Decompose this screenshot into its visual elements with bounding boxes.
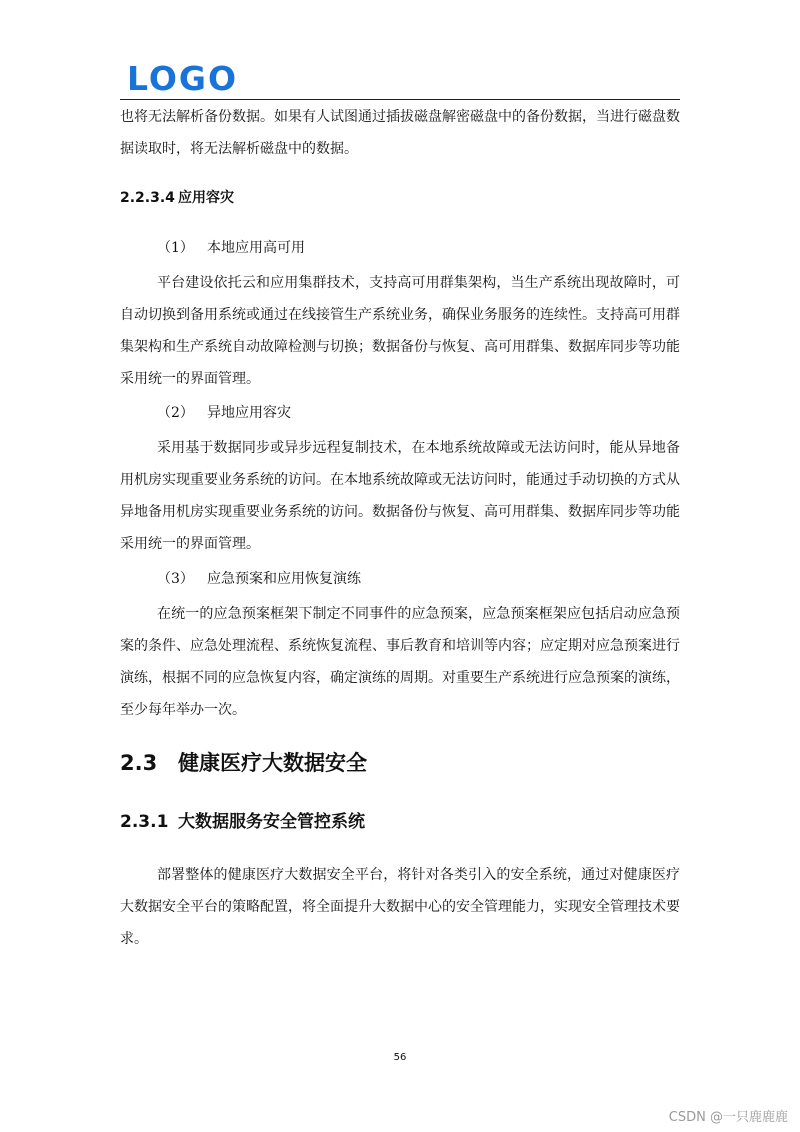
list-item-title: 应急预案和应用恢复演练: [207, 571, 361, 587]
list-item-paragraph: 在统一的应急预案框架下制定不同事件的应急预案，应急预案框架应包括启动应急预案的条件、应急处理流程、系统恢复流程、事后教育和培训等内容；应定期对应急预案进行演练，根据不同的应急恢复内容，确定演练的周期。对重要生产系统进行应急预案的演练，至少每年举办一次。: [120, 606, 680, 718]
list-item-title: 异地应用容灾: [207, 405, 291, 421]
section-title: 健康医疗大数据安全: [178, 751, 367, 775]
list-item-number: （1）: [157, 240, 194, 256]
list-item-paragraph: 平台建设依托云和应用集群技术，支持高可用群集架构，当生产系统出现故障时，可自动切换到备用系统或通过在线接管生产系统业务，确保业务服务的连续性。支持高可用群集架构和生产系统自动故障检测与切换；数据备份与恢复、高可用群集、数据库同步等功能采用统一的界面管理。: [120, 275, 680, 387]
section-heading-2-2-3-4: [120, 188, 234, 208]
list-item-paragraph: 采用基于数据同步或异步远程复制技术，在本地系统故障或无法访问时，能从异地备用机房实现重要业务系统的访问。在本地系统故障或无法访问时，能通过手动切换的方式从异地备用机房实现重要业务系统的访问。数据备份与恢复、高可用群集、数据库同步等功能采用统一的界面管理。: [120, 440, 680, 552]
section-title: 应用容灾: [178, 190, 234, 206]
list-item-number: （2）: [157, 405, 194, 421]
list-item-heading: [157, 569, 361, 589]
section-number: 2.3: [120, 751, 158, 775]
list-item-number: （3）: [157, 571, 194, 587]
watermark: CSDN @一只鹿鹿鹿: [668, 1110, 788, 1125]
section-number: 2.2.3.4: [120, 190, 175, 206]
section-number: 2.3.1: [120, 812, 169, 832]
section-heading-2-3-1: [120, 810, 365, 834]
final-paragraph: 部署整体的健康医疗大数据安全平台，将针对各类引入的安全系统，通过对健康医疗大数据安全平台的策略配置，将全面提升大数据中心的安全管理能力，实现安全管理技术要求。: [120, 867, 680, 947]
list-item-heading: [157, 238, 305, 258]
page-number: 56: [393, 1052, 407, 1063]
list-item-title: 本地应用高可用: [207, 240, 305, 256]
section-heading-2-3: [120, 749, 367, 777]
intro-paragraph: 也将无法解析备份数据。如果有人试图通过插拔磁盘解密磁盘中的备份数据，当进行磁盘数据读取时，将无法解析磁盘中的数据。: [120, 109, 680, 157]
logo: LOGO: [127, 59, 239, 98]
list-item-heading: [157, 403, 291, 423]
section-title: 大数据服务安全管控系统: [178, 812, 365, 832]
header-divider: [120, 99, 680, 100]
